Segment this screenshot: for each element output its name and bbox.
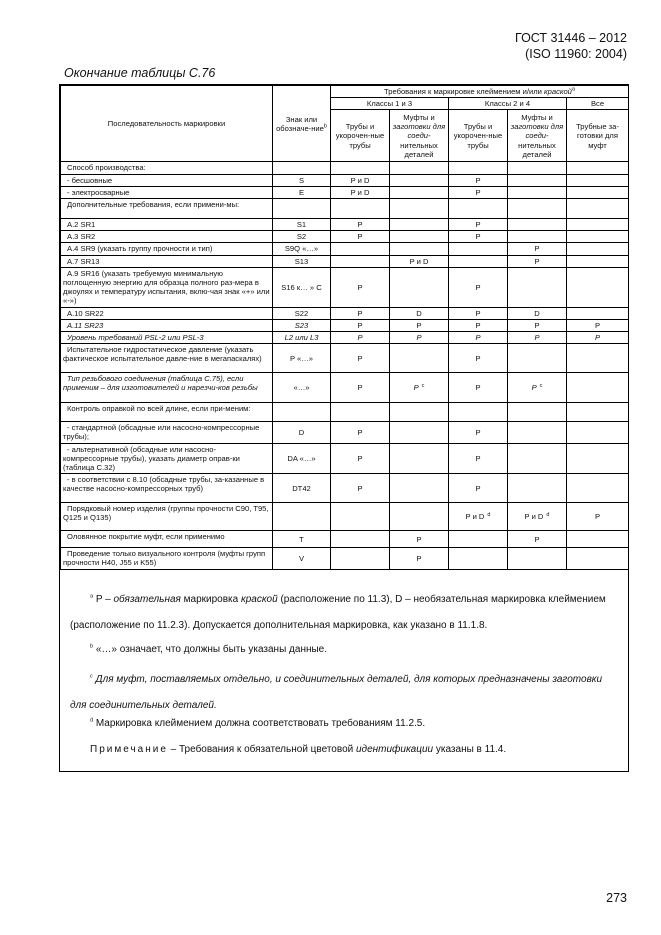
table-row bbox=[61, 373, 629, 403]
cell-c3 bbox=[449, 531, 508, 548]
cell-sequence: Испытательное гидростатическое давление (указать фактическое испытательное давле-ние в мегапаскалях) bbox=[61, 344, 273, 373]
cell-sequence: А.3 SR2 bbox=[61, 231, 273, 243]
cell-sequence: - электросварные bbox=[61, 186, 273, 198]
cell-c5 bbox=[567, 403, 629, 422]
cell-c2 bbox=[390, 503, 449, 531]
header-sign: Знак или обозначе-ние$^b$ bbox=[273, 86, 331, 162]
cell-sign: S22 bbox=[273, 307, 331, 319]
cell-sequence: - бесшовные bbox=[61, 174, 273, 186]
table-row bbox=[61, 219, 629, 231]
cell-c2 bbox=[390, 474, 449, 503]
cell-c5 bbox=[567, 255, 629, 267]
cell-sign: L2 или L3 bbox=[273, 332, 331, 344]
cell-c4: P $^c$ bbox=[508, 373, 567, 403]
cell-c3 bbox=[449, 255, 508, 267]
table-row bbox=[61, 267, 629, 307]
table-row bbox=[61, 332, 629, 344]
table-frame bbox=[59, 84, 629, 772]
document-header bbox=[515, 30, 627, 62]
header-requirements: Требования к маркировке клеймением и/или краской$^a$ bbox=[331, 86, 629, 98]
table-row bbox=[61, 162, 629, 174]
table-row bbox=[61, 474, 629, 503]
cell-c5 bbox=[567, 199, 629, 219]
cell-c2 bbox=[390, 199, 449, 219]
cell-c4 bbox=[508, 162, 567, 174]
cell-c5 bbox=[567, 267, 629, 307]
cell-c5 bbox=[567, 531, 629, 548]
cell-c3 bbox=[449, 162, 508, 174]
cell-c1: P bbox=[331, 332, 390, 344]
cell-c1: P bbox=[331, 307, 390, 319]
note-b: $^b$ «…» означает, что должны быть указаны данные. bbox=[90, 643, 328, 655]
cell-sign: S2 bbox=[273, 231, 331, 243]
cell-c4 bbox=[508, 443, 567, 474]
cell-c5 bbox=[567, 548, 629, 569]
cell-sequence: Способ производства: bbox=[61, 162, 273, 174]
table-caption: Окончание таблицы С.76 bbox=[64, 66, 216, 80]
cell-c2: P bbox=[390, 319, 449, 331]
cell-sign: E bbox=[273, 186, 331, 198]
cell-c3: P bbox=[449, 319, 508, 331]
cell-sequence: Контроль оправкой по всей длине, если при-меним: bbox=[61, 403, 273, 422]
header-sequence: Последовательность маркировки bbox=[61, 86, 273, 162]
cell-c1: P и D bbox=[331, 186, 390, 198]
cell-c1: P bbox=[331, 344, 390, 373]
cell-sign: S9Q «…» bbox=[273, 243, 331, 255]
cell-c1: P bbox=[331, 474, 390, 503]
cell-sequence: A.4 SR9 (указать группу прочности и тип) bbox=[61, 243, 273, 255]
table-row bbox=[61, 403, 629, 422]
cell-c4 bbox=[508, 199, 567, 219]
cell-c3: P bbox=[449, 231, 508, 243]
cell-c4 bbox=[508, 267, 567, 307]
note-a: $^a$ P – обязательная маркировка краской (расположение по 11.3), D – необязательная маркировка клеймением (расположение по 11.2.3). Допускается дополнительная маркировка, как указано в 11.1.8. bbox=[70, 593, 606, 631]
cell-sequence: A.9 SR16 (указать требуемую минимальную поглощенную энергию для образца полного раз-мера в джоулях и температуру испытания, вклю-чая знак «+» или «-») bbox=[61, 267, 273, 307]
cell-sequence: - стандартной (обсадные или насосно-компрессорные трубы); bbox=[61, 422, 273, 443]
cell-sign: S16 к… » С bbox=[273, 267, 331, 307]
header-classes-2-4: Классы 2 и 4 bbox=[449, 98, 567, 110]
cell-c3: P bbox=[449, 373, 508, 403]
cell-c5 bbox=[567, 243, 629, 255]
cell-c2 bbox=[390, 443, 449, 474]
cell-sign: S13 bbox=[273, 255, 331, 267]
cell-c2 bbox=[390, 162, 449, 174]
marking-table bbox=[60, 85, 629, 570]
cell-c2: P bbox=[390, 548, 449, 569]
header-pipes-1: Трубы и укорочен-ные трубы bbox=[331, 110, 390, 162]
cell-c3 bbox=[449, 243, 508, 255]
cell-c1: P bbox=[331, 422, 390, 443]
cell-c1 bbox=[331, 255, 390, 267]
table-row bbox=[61, 307, 629, 319]
cell-c5 bbox=[567, 443, 629, 474]
cell-c1: P bbox=[331, 443, 390, 474]
cell-c3 bbox=[449, 199, 508, 219]
cell-sequence: A.7 SR13 bbox=[61, 255, 273, 267]
cell-c3: P bbox=[449, 443, 508, 474]
table-row bbox=[61, 443, 629, 474]
header-classes-1-3: Классы 1 и 3 bbox=[331, 98, 449, 110]
cell-c4: P bbox=[508, 332, 567, 344]
cell-c4 bbox=[508, 548, 567, 569]
table-row bbox=[61, 243, 629, 255]
cell-c3: P и D $^d$ bbox=[449, 503, 508, 531]
cell-sequence: Порядковый номер изделия (группы прочности C90, T95, Q125 и Q135) bbox=[61, 503, 273, 531]
cell-c4: P bbox=[508, 531, 567, 548]
cell-c1 bbox=[331, 199, 390, 219]
cell-sequence: - в соответствии с 8.10 (обсадные трубы, за-казанные в качестве насосно-компрессорных труб) bbox=[61, 474, 273, 503]
cell-sign: «…» bbox=[273, 373, 331, 403]
cell-sign: S1 bbox=[273, 219, 331, 231]
cell-c2: P bbox=[390, 531, 449, 548]
cell-c2 bbox=[390, 267, 449, 307]
table-row bbox=[61, 186, 629, 198]
cell-c5 bbox=[567, 373, 629, 403]
cell-sequence: Проведение только визуального контроля (муфты групп прочности H40, J55 и K55) bbox=[61, 548, 273, 569]
cell-c3: P bbox=[449, 474, 508, 503]
cell-c5 bbox=[567, 186, 629, 198]
cell-c3: P bbox=[449, 307, 508, 319]
cell-c5: P bbox=[567, 319, 629, 331]
cell-sequence: Тип резьбового соединения (таблица С.75), если применим – для изготовителей и нарезчи-ков резьбы bbox=[61, 373, 273, 403]
cell-c5 bbox=[567, 162, 629, 174]
cell-c3 bbox=[449, 403, 508, 422]
table-row bbox=[61, 344, 629, 373]
cell-c4 bbox=[508, 231, 567, 243]
cell-c3: P bbox=[449, 332, 508, 344]
cell-sign: DT42 bbox=[273, 474, 331, 503]
cell-c2 bbox=[390, 174, 449, 186]
table-row bbox=[61, 503, 629, 531]
header-couplings-1: Муфты и заготовки для соеди- нительных деталей bbox=[390, 110, 449, 162]
cell-sequence: Оловянное покрытие муфт, если применимо bbox=[61, 531, 273, 548]
cell-c1 bbox=[331, 243, 390, 255]
cell-c4 bbox=[508, 219, 567, 231]
cell-c1 bbox=[331, 531, 390, 548]
header-pipes-2: Трубы и укорочен-ные трубы bbox=[449, 110, 508, 162]
cell-c3: P bbox=[449, 267, 508, 307]
header-couplings-2: Муфты и заготовки для соеди- нительных деталей bbox=[508, 110, 567, 162]
cell-c5 bbox=[567, 422, 629, 443]
cell-c5 bbox=[567, 174, 629, 186]
cell-sign: DA «…» bbox=[273, 443, 331, 474]
cell-c3: P bbox=[449, 422, 508, 443]
cell-c3: P bbox=[449, 344, 508, 373]
cell-c1: P bbox=[331, 267, 390, 307]
cell-c5: P bbox=[567, 503, 629, 531]
cell-sign bbox=[273, 403, 331, 422]
iso-reference: (ISO 11960: 2004) bbox=[525, 47, 627, 61]
cell-sign: D bbox=[273, 422, 331, 443]
cell-sign bbox=[273, 199, 331, 219]
cell-c4: P bbox=[508, 243, 567, 255]
cell-c3 bbox=[449, 548, 508, 569]
cell-c2 bbox=[390, 243, 449, 255]
note-d: $^d$ Маркировка клеймением должна соответствовать требованиям 11.2.5. bbox=[90, 717, 426, 729]
cell-sign bbox=[273, 162, 331, 174]
cell-c5 bbox=[567, 219, 629, 231]
cell-c2 bbox=[390, 231, 449, 243]
table-row bbox=[61, 422, 629, 443]
header-all: Все bbox=[567, 98, 629, 110]
table-row bbox=[61, 548, 629, 569]
cell-c1 bbox=[331, 162, 390, 174]
table-row bbox=[61, 255, 629, 267]
header-coupling-stock: Трубные за-готовки для муфт bbox=[567, 110, 629, 162]
table-row bbox=[61, 531, 629, 548]
cell-c3: P bbox=[449, 186, 508, 198]
cell-sequence: - альтернативной (обсадные или насосно-компрессорные трубы), указать диаметр оправ-ки (таблица С.32) bbox=[61, 443, 273, 474]
note-c: $^c$ Для муфт, поставляемых отдельно, и соединительных деталей, для которых предназначены заготовки для соединительных деталей. bbox=[70, 673, 603, 711]
cell-sequence: A.10 SR22 bbox=[61, 307, 273, 319]
table-row bbox=[61, 319, 629, 331]
cell-c4 bbox=[508, 422, 567, 443]
cell-c1: P bbox=[331, 231, 390, 243]
cell-c4 bbox=[508, 403, 567, 422]
cell-c4: D bbox=[508, 307, 567, 319]
cell-sign: T bbox=[273, 531, 331, 548]
cell-sign: S23 bbox=[273, 319, 331, 331]
cell-c5: P bbox=[567, 332, 629, 344]
cell-c1: P bbox=[331, 373, 390, 403]
cell-c2: P и D bbox=[390, 255, 449, 267]
cell-c2: P $^c$ bbox=[390, 373, 449, 403]
cell-c3: P bbox=[449, 174, 508, 186]
cell-c2 bbox=[390, 344, 449, 373]
cell-c4 bbox=[508, 186, 567, 198]
cell-c2: D bbox=[390, 307, 449, 319]
cell-c5 bbox=[567, 474, 629, 503]
cell-sequence: Дополнительные требования, если примени-мы: bbox=[61, 199, 273, 219]
table-body bbox=[61, 162, 629, 569]
cell-c4 bbox=[508, 344, 567, 373]
cell-c4 bbox=[508, 474, 567, 503]
cell-sequence: А.2 SR1 bbox=[61, 219, 273, 231]
cell-sign bbox=[273, 503, 331, 531]
cell-c2 bbox=[390, 186, 449, 198]
cell-c1: P bbox=[331, 319, 390, 331]
cell-sign: P «…» bbox=[273, 344, 331, 373]
cell-c3: P bbox=[449, 219, 508, 231]
cell-sequence: Уровень требований PSL-2 или PSL-3 bbox=[61, 332, 273, 344]
cell-c1: P и D bbox=[331, 174, 390, 186]
cell-c2 bbox=[390, 403, 449, 422]
cell-c4: P bbox=[508, 255, 567, 267]
cell-c2 bbox=[390, 422, 449, 443]
standard-number: ГОСТ 31446 – 2012 bbox=[515, 31, 627, 45]
cell-c4 bbox=[508, 174, 567, 186]
cell-c1 bbox=[331, 403, 390, 422]
cell-c1 bbox=[331, 503, 390, 531]
table-row bbox=[61, 174, 629, 186]
cell-c5 bbox=[567, 344, 629, 373]
cell-c4: P и D $^d$ bbox=[508, 503, 567, 531]
table-row bbox=[61, 199, 629, 219]
cell-c4: P bbox=[508, 319, 567, 331]
cell-c5 bbox=[567, 307, 629, 319]
cell-c2: P bbox=[390, 332, 449, 344]
table-row bbox=[61, 231, 629, 243]
cell-sign: S bbox=[273, 174, 331, 186]
cell-c5 bbox=[567, 231, 629, 243]
cell-sequence: A.11 SR23 bbox=[61, 319, 273, 331]
cell-sign: V bbox=[273, 548, 331, 569]
note-remark: Примечание – Требования к обязательной цветовой идентификации указаны в 11.4. bbox=[90, 744, 507, 755]
cell-c1 bbox=[331, 548, 390, 569]
cell-c1: P bbox=[331, 219, 390, 231]
cell-c2 bbox=[390, 219, 449, 231]
page-number: 273 bbox=[606, 891, 627, 905]
